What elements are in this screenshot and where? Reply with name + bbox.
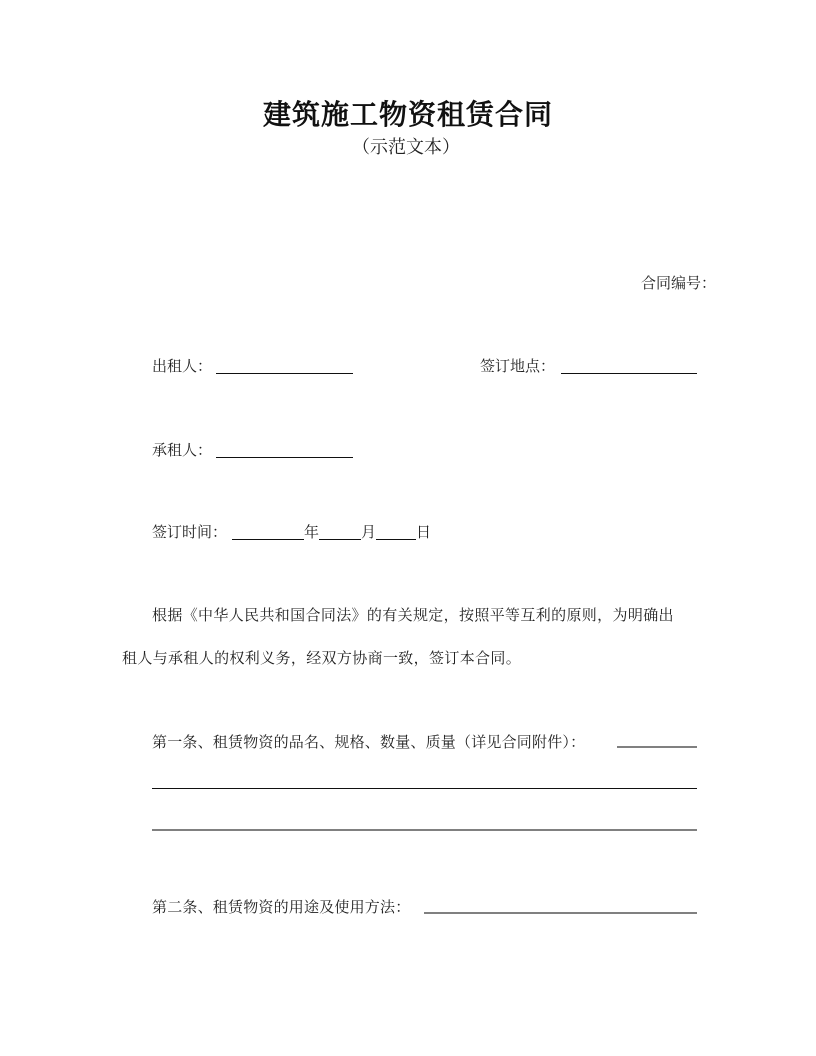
article-1-blank-line-3[interactable] (152, 829, 697, 831)
article-2-text: 第二条、租赁物资的用途及使用方法： (152, 898, 411, 916)
article-1-text: 第一条、租赁物资的品名、规格、数量、质量（详见合同附件）： (152, 733, 586, 751)
document-subtitle: （示范文本） (352, 137, 460, 158)
year-field[interactable] (232, 521, 304, 541)
lessor-field[interactable] (216, 355, 353, 375)
lessee-label: 承租人： (152, 441, 213, 459)
lessee-field[interactable] (216, 439, 353, 459)
contract-number-label: 合同编号： (641, 274, 717, 292)
article-2-field[interactable] (424, 894, 697, 914)
signing-place-label: 签订地点： (480, 357, 556, 375)
day-field[interactable] (376, 521, 416, 541)
month-field[interactable] (319, 521, 361, 541)
signing-place-field[interactable] (561, 355, 697, 375)
signing-time-label: 签订时间： (152, 523, 228, 541)
day-label: 日 (416, 523, 432, 541)
year-label: 年 (304, 523, 320, 541)
article-1-blank[interactable] (617, 746, 697, 748)
preamble-line-2: 租人与承租人的权利义务，经双方协商一致，签订本合同。 (122, 649, 522, 667)
lessor-label: 出租人： (152, 357, 213, 375)
document-title: 建筑施工物资租赁合同 (262, 98, 553, 131)
article-1-field[interactable] (152, 770, 697, 790)
preamble-line-1: 根据《中华人民共和国合同法》的有关规定，按照平等互利的原则，为明确出 (152, 606, 674, 624)
month-label: 月 (361, 523, 377, 541)
